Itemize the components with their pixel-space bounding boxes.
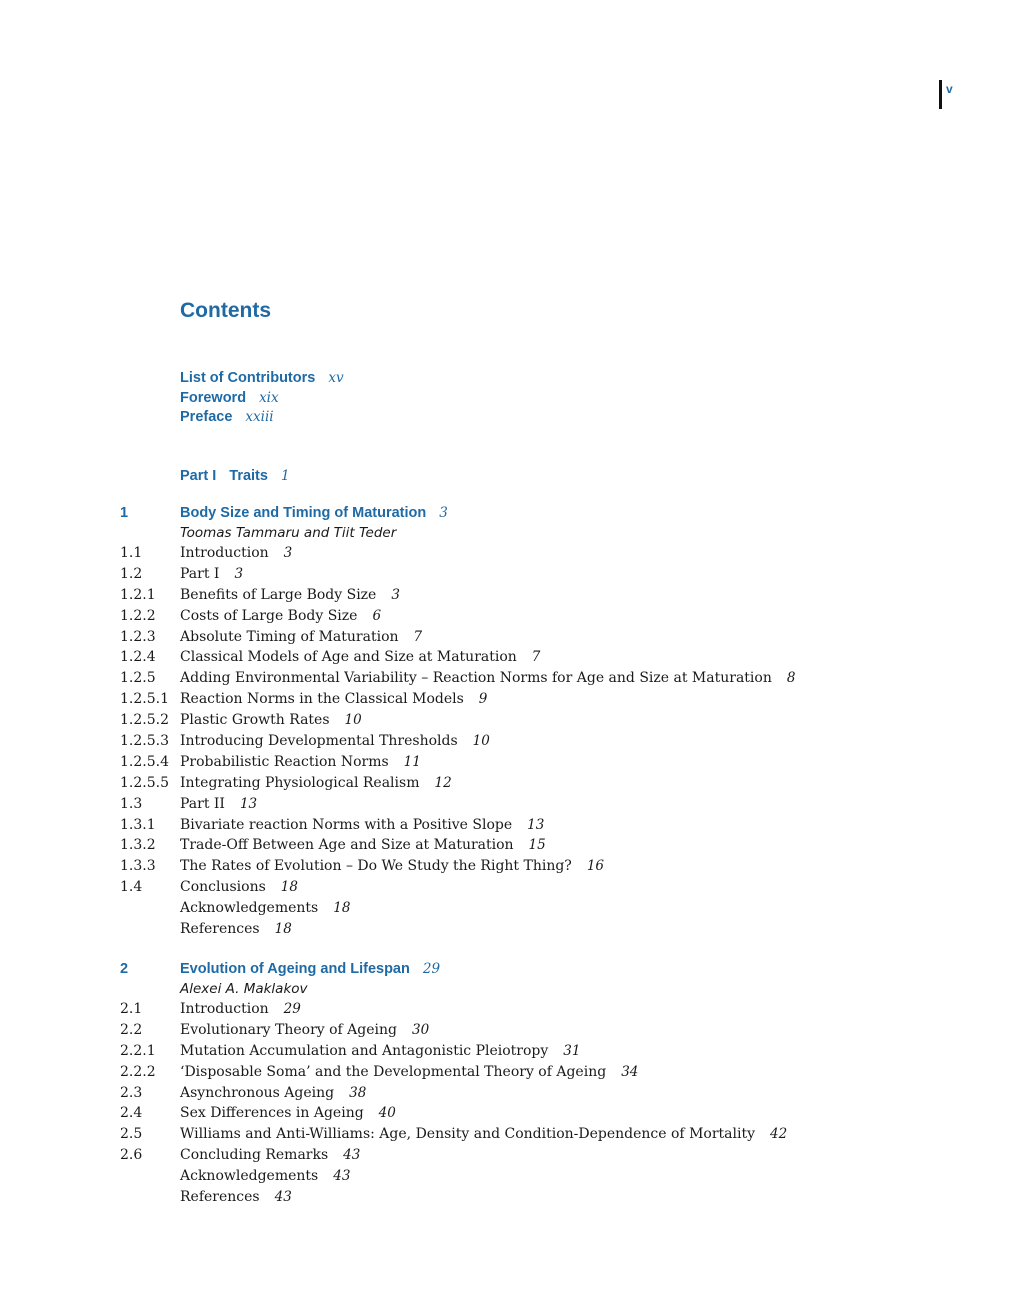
toc-entry[interactable]: [0, 710, 1021, 731]
section-page: 34: [621, 1063, 639, 1080]
part-title: Traits: [229, 468, 268, 484]
toc-entry[interactable]: [0, 543, 1021, 564]
section-page: 42: [769, 1126, 788, 1143]
section-page: 12: [434, 774, 452, 791]
page-margin-bar: [939, 80, 942, 109]
section-title: Probabilistic Reaction Norms: [180, 753, 389, 770]
section-number: 1.2.5.4: [120, 753, 169, 770]
chapter-title-line: [180, 503, 448, 523]
section-line: [180, 1020, 429, 1041]
section-number: 1.3.3: [120, 858, 156, 875]
section-page: 3: [234, 565, 244, 582]
front-matter-list: [180, 367, 344, 426]
section-title: Conclusions: [180, 879, 266, 896]
section-page: 7: [531, 649, 541, 666]
section-number: 1.2.3: [120, 628, 156, 645]
section-title: Adding Environmental Variability – Reaction Norms for Age and Size at Maturation: [180, 670, 772, 687]
section-number: 1.3: [120, 795, 143, 812]
section-page: 43: [333, 1168, 351, 1185]
chapter-authors: Alexei A. Maklakov: [180, 981, 308, 997]
section-page: 29: [283, 1001, 301, 1017]
section-number: 2.6: [120, 1147, 143, 1164]
front-matter-item[interactable]: [180, 367, 344, 387]
section-title: Reaction Norms in the Classical Models: [180, 691, 464, 708]
section-number: 1.2.5.5: [120, 774, 169, 791]
chapter-number: 1: [120, 505, 129, 521]
section-number: 1.4: [120, 879, 143, 896]
section-title: Classical Models of Age and Size at Maturation: [180, 649, 517, 666]
chapter-title-line: [180, 959, 440, 979]
section-page: 6: [372, 607, 382, 624]
section-page: 31: [563, 1042, 581, 1059]
section-page: 3: [283, 545, 293, 561]
section-title: References: [180, 1189, 260, 1206]
toc-entry[interactable]: [0, 919, 1021, 940]
section-title: Asynchronous Ageing: [180, 1084, 335, 1101]
chapter-authors-row: [0, 523, 1021, 543]
part-page: 1: [280, 468, 290, 484]
section-title: Integrating Physiological Realism: [180, 774, 420, 791]
section-page: 40: [378, 1105, 396, 1122]
section-page: 3: [391, 586, 400, 603]
section-title: Benefits of Large Body Size: [180, 586, 377, 603]
toc-entry[interactable]: [0, 647, 1021, 668]
toc-entry[interactable]: [0, 835, 1021, 856]
section-line: [180, 1103, 396, 1124]
section-title: Evolutionary Theory of Ageing: [180, 1021, 397, 1038]
chapter-title: Body Size and Timing of Maturation: [180, 505, 427, 521]
section-line: [180, 835, 546, 856]
toc-entry[interactable]: [0, 856, 1021, 877]
section-title: Plastic Growth Rates: [180, 712, 330, 729]
toc-entry[interactable]: [0, 1166, 1021, 1187]
section-line: [180, 1145, 360, 1166]
front-matter-item[interactable]: [180, 406, 344, 426]
section-line: [180, 999, 301, 1020]
section-line: [180, 919, 292, 940]
chapter-2-block: [0, 959, 1021, 1208]
section-line: [180, 627, 422, 648]
section-title: Mutation Accumulation and Antagonistic Pleiotropy: [180, 1042, 549, 1059]
chapter-title: Evolution of Ageing and Lifespan: [180, 961, 410, 977]
section-title: Trade-Off Between Age and Size at Maturation: [180, 837, 514, 854]
section-line: [180, 731, 490, 752]
toc-entry[interactable]: [0, 1187, 1021, 1208]
section-number: 1.2.5.2: [120, 712, 169, 729]
section-title: Part I: [180, 565, 220, 582]
section-page: 13: [239, 795, 258, 812]
section-title: Introduction: [180, 1001, 269, 1017]
toc-entry[interactable]: [0, 731, 1021, 752]
section-page: 10: [344, 712, 362, 729]
toc-entry[interactable]: [0, 606, 1021, 627]
section-line: [180, 668, 795, 689]
section-title: Part II: [180, 795, 225, 812]
section-line: [180, 773, 452, 794]
page-title: Contents: [180, 299, 271, 322]
section-number: 2.4: [120, 1105, 143, 1122]
section-title: Bivariate reaction Norms with a Positive Slope: [180, 816, 513, 833]
part-heading[interactable]: [180, 465, 290, 484]
section-number: 2.3: [120, 1084, 143, 1101]
section-page: 38: [349, 1084, 367, 1101]
section-number: 1.3.1: [120, 816, 156, 833]
toc-entry[interactable]: [0, 668, 1021, 689]
section-title: Introduction: [180, 545, 269, 561]
toc-entry[interactable]: [0, 689, 1021, 710]
section-page: 8: [786, 670, 796, 687]
section-title: Acknowledgements: [180, 900, 319, 917]
section-page: 18: [333, 900, 351, 917]
section-line: [180, 710, 362, 731]
section-number: 1.2: [120, 565, 143, 582]
chapter-authors: Toomas Tammaru and Tiit Teder: [180, 525, 397, 541]
section-line: [180, 1124, 787, 1145]
section-line: [180, 689, 487, 710]
toc-entry[interactable]: [0, 1041, 1021, 1062]
section-page: 9: [478, 691, 488, 708]
section-number: 2.5: [120, 1126, 143, 1143]
section-title: ‘Disposable Soma’ and the Developmental Theory of Ageing: [180, 1063, 607, 1080]
section-line: [180, 898, 350, 919]
part-label: Part I: [180, 468, 217, 484]
section-line: [180, 877, 298, 898]
toc-entry[interactable]: [0, 1145, 1021, 1166]
toc-entry[interactable]: [0, 627, 1021, 648]
section-title: The Rates of Evolution – Do We Study the Right Thing?: [180, 858, 572, 875]
section-number: 1.3.2: [120, 837, 156, 854]
section-line: [180, 1083, 366, 1104]
section-page: 15: [528, 837, 546, 854]
section-page: 18: [274, 921, 292, 938]
front-matter-label: Preface: [180, 409, 233, 426]
section-line: [180, 1041, 580, 1062]
section-number: 1.2.1: [120, 586, 156, 603]
section-number: 2.2: [120, 1021, 143, 1038]
toc-entry[interactable]: [0, 1020, 1021, 1041]
front-matter-page: xix: [259, 389, 279, 406]
front-matter-page: xv: [328, 370, 344, 386]
front-matter-page: xxiii: [245, 409, 274, 426]
toc-entry[interactable]: [0, 752, 1021, 773]
toc-entry[interactable]: [0, 794, 1021, 815]
section-line: [180, 856, 604, 877]
section-page: 7: [413, 628, 423, 645]
section-number: 2.1: [120, 1001, 143, 1017]
chapter-1-block: [0, 503, 1021, 940]
section-number: 1.2.5: [120, 670, 156, 687]
section-line: [180, 1062, 638, 1083]
section-page: 30: [412, 1021, 430, 1038]
toc-entry[interactable]: [0, 815, 1021, 836]
section-title: Concluding Remarks: [180, 1147, 329, 1164]
section-title: Williams and Anti-Williams: Age, Density and Condition-Dependence of Mortality: [180, 1126, 755, 1143]
section-title: References: [180, 921, 260, 938]
toc-entry[interactable]: [0, 585, 1021, 606]
section-number: 2.2.1: [120, 1042, 156, 1059]
front-matter-label: Foreword: [180, 389, 247, 406]
chapter-page: 3: [439, 505, 448, 521]
chapter-number: 2: [120, 961, 129, 977]
section-line: [180, 815, 544, 836]
section-number: 1.2.2: [120, 607, 156, 624]
toc-entry[interactable]: [0, 999, 1021, 1020]
section-title: Introducing Developmental Thresholds: [180, 733, 458, 750]
toc-entry[interactable]: [0, 1103, 1021, 1124]
section-title: Costs of Large Body Size: [180, 607, 358, 624]
toc-entry[interactable]: [0, 1083, 1021, 1104]
section-title: Acknowledgements: [180, 1168, 319, 1185]
section-line: [180, 564, 243, 585]
section-number: 1.1: [120, 545, 143, 561]
page-number: v: [946, 82, 953, 96]
section-line: [180, 585, 400, 606]
section-line: [180, 1187, 292, 1208]
section-number: 1.2.5.3: [120, 733, 169, 750]
toc-entry[interactable]: [0, 877, 1021, 898]
section-page: 13: [527, 816, 545, 833]
section-line: [180, 543, 292, 564]
toc-entry[interactable]: [0, 773, 1021, 794]
chapter-heading[interactable]: [0, 959, 1021, 979]
section-title: Absolute Timing of Maturation: [180, 628, 399, 645]
section-line: [180, 647, 540, 668]
toc-entry[interactable]: [0, 1124, 1021, 1145]
toc-entry[interactable]: [0, 1062, 1021, 1083]
section-page: 10: [472, 733, 490, 750]
section-title: Sex Differences in Ageing: [180, 1105, 364, 1122]
front-matter-label: List of Contributors: [180, 370, 316, 386]
section-page: 16: [586, 858, 605, 875]
front-matter-item[interactable]: [180, 387, 344, 407]
section-line: [180, 794, 257, 815]
section-page: 43: [274, 1189, 292, 1206]
chapter-page: 29: [422, 961, 441, 977]
chapter-authors-row: [0, 979, 1021, 999]
section-line: [180, 606, 381, 627]
section-line: [180, 752, 421, 773]
section-line: [180, 1166, 350, 1187]
section-number: 1.2.5.1: [120, 691, 169, 708]
section-page: 18: [280, 879, 298, 896]
chapter-heading[interactable]: [0, 503, 1021, 523]
toc-entry[interactable]: [0, 564, 1021, 585]
section-number: 2.2.2: [120, 1063, 156, 1080]
section-number: 1.2.4: [120, 649, 156, 666]
toc-entry[interactable]: [0, 898, 1021, 919]
section-page: 11: [403, 753, 421, 770]
section-page: 43: [343, 1147, 361, 1164]
